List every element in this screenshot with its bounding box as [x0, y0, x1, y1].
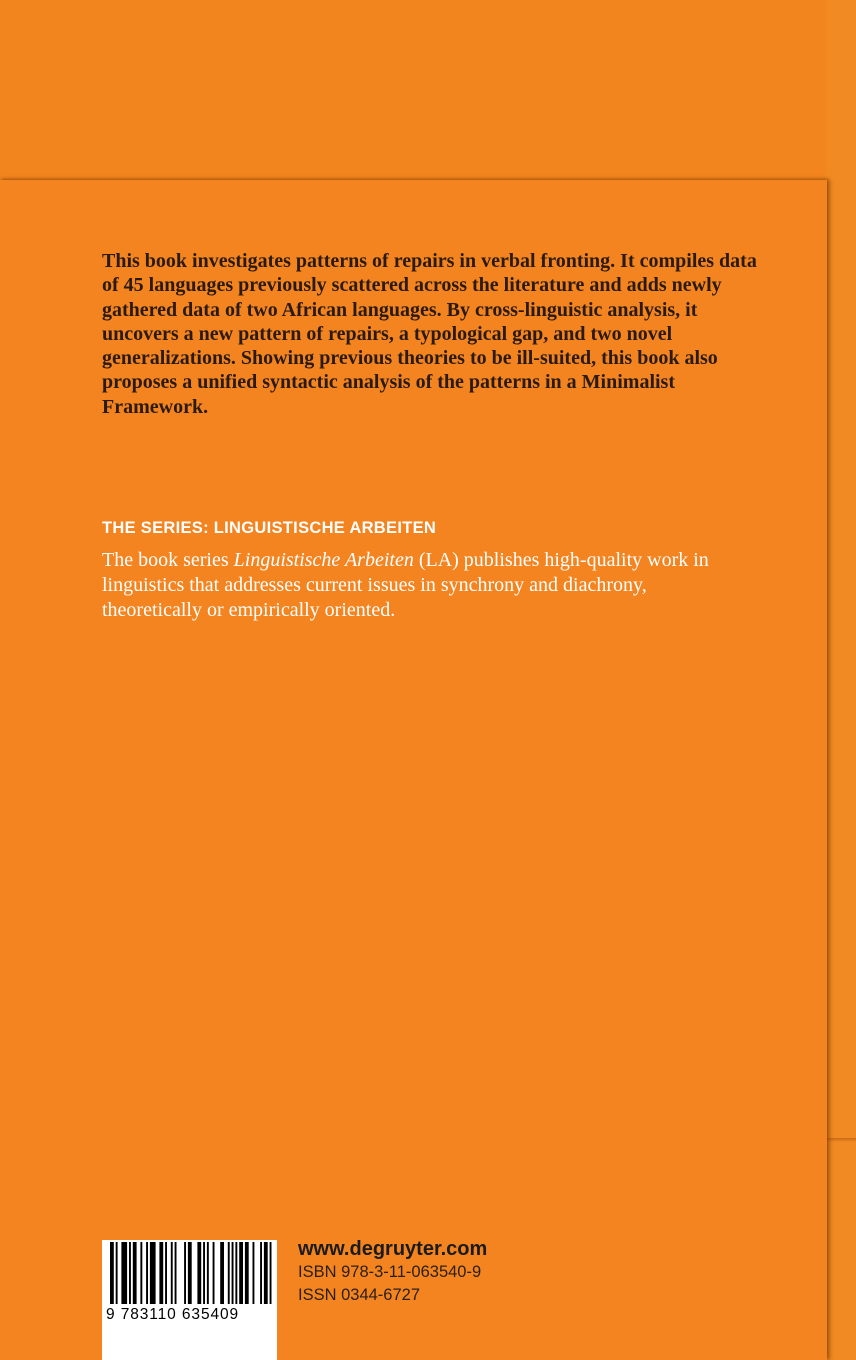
- publisher-info: [298, 1237, 487, 1307]
- barcode-bar: [171, 1242, 173, 1304]
- barcode-bar: [150, 1242, 156, 1304]
- series-heading: THE SERIES: LINGUISTISCHE ARBEITEN: [102, 519, 437, 537]
- barcode-bar: [220, 1242, 224, 1304]
- barcode-bar: [270, 1242, 272, 1304]
- barcode-bar: [207, 1242, 209, 1304]
- barcode-bar: [110, 1242, 114, 1304]
- issn-number: ISSN 0344-6727: [298, 1286, 421, 1304]
- barcode-bar: [133, 1242, 137, 1304]
- barcode-bar: [165, 1242, 167, 1304]
- cover-edge-shadow: [827, 1138, 856, 1142]
- barcode-bar: [264, 1242, 268, 1304]
- barcode-bar: [228, 1242, 230, 1304]
- barcode-bar: [239, 1242, 243, 1304]
- barcode-bar: [197, 1242, 201, 1304]
- barcode-bar: [121, 1242, 127, 1304]
- barcode-bar: [175, 1242, 177, 1304]
- barcode-bars: [102, 1240, 277, 1310]
- series-text-before: The book series: [102, 549, 234, 571]
- cover-edge-strip: [826, 0, 856, 1360]
- barcode-bar: [146, 1242, 148, 1304]
- barcode-bar: [140, 1242, 142, 1304]
- book-blurb: This book investigates patterns of repairs in verbal fronting. It compiles data of 45 languages previously scattered across the literature and adds newly gathered data of two African languages. By cross-linguistic analysis, it uncovers a new pattern of repairs, a typological gap, and two novel generalizations. Showing previous theories to be ill-suited, this book also proposes a unified syntactic analysis of the patterns in a Minimalist Framework.: [102, 250, 757, 418]
- series-description: [102, 548, 742, 623]
- barcode-bar: [213, 1242, 215, 1304]
- barcode-bar: [245, 1242, 249, 1304]
- barcode-bar: [116, 1242, 118, 1304]
- barcode-bar: [159, 1242, 163, 1304]
- publisher-website: www.degruyter.com: [298, 1238, 488, 1260]
- series-text-after: (LA) publishes high-quality work in linguistics that addresses current issues in synchrony and diachrony, theoretically or empirically oriented.: [102, 549, 709, 621]
- series-title: Linguistische Arbeiten: [233, 549, 414, 571]
- barcode-bar: [260, 1242, 262, 1304]
- barcode-digits: 9 783110 635409: [106, 1306, 240, 1323]
- isbn-number: ISBN 978-3-11-063540-9: [298, 1263, 482, 1281]
- barcode-bar: [188, 1242, 192, 1304]
- barcode-bar: [184, 1242, 186, 1304]
- isbn-barcode: [102, 1240, 277, 1360]
- barcode-bar: [203, 1242, 205, 1304]
- barcode-bar: [253, 1242, 255, 1304]
- barcode-bar: [232, 1242, 234, 1304]
- barcode-bar: [235, 1242, 237, 1304]
- barcode-bar: [129, 1242, 131, 1304]
